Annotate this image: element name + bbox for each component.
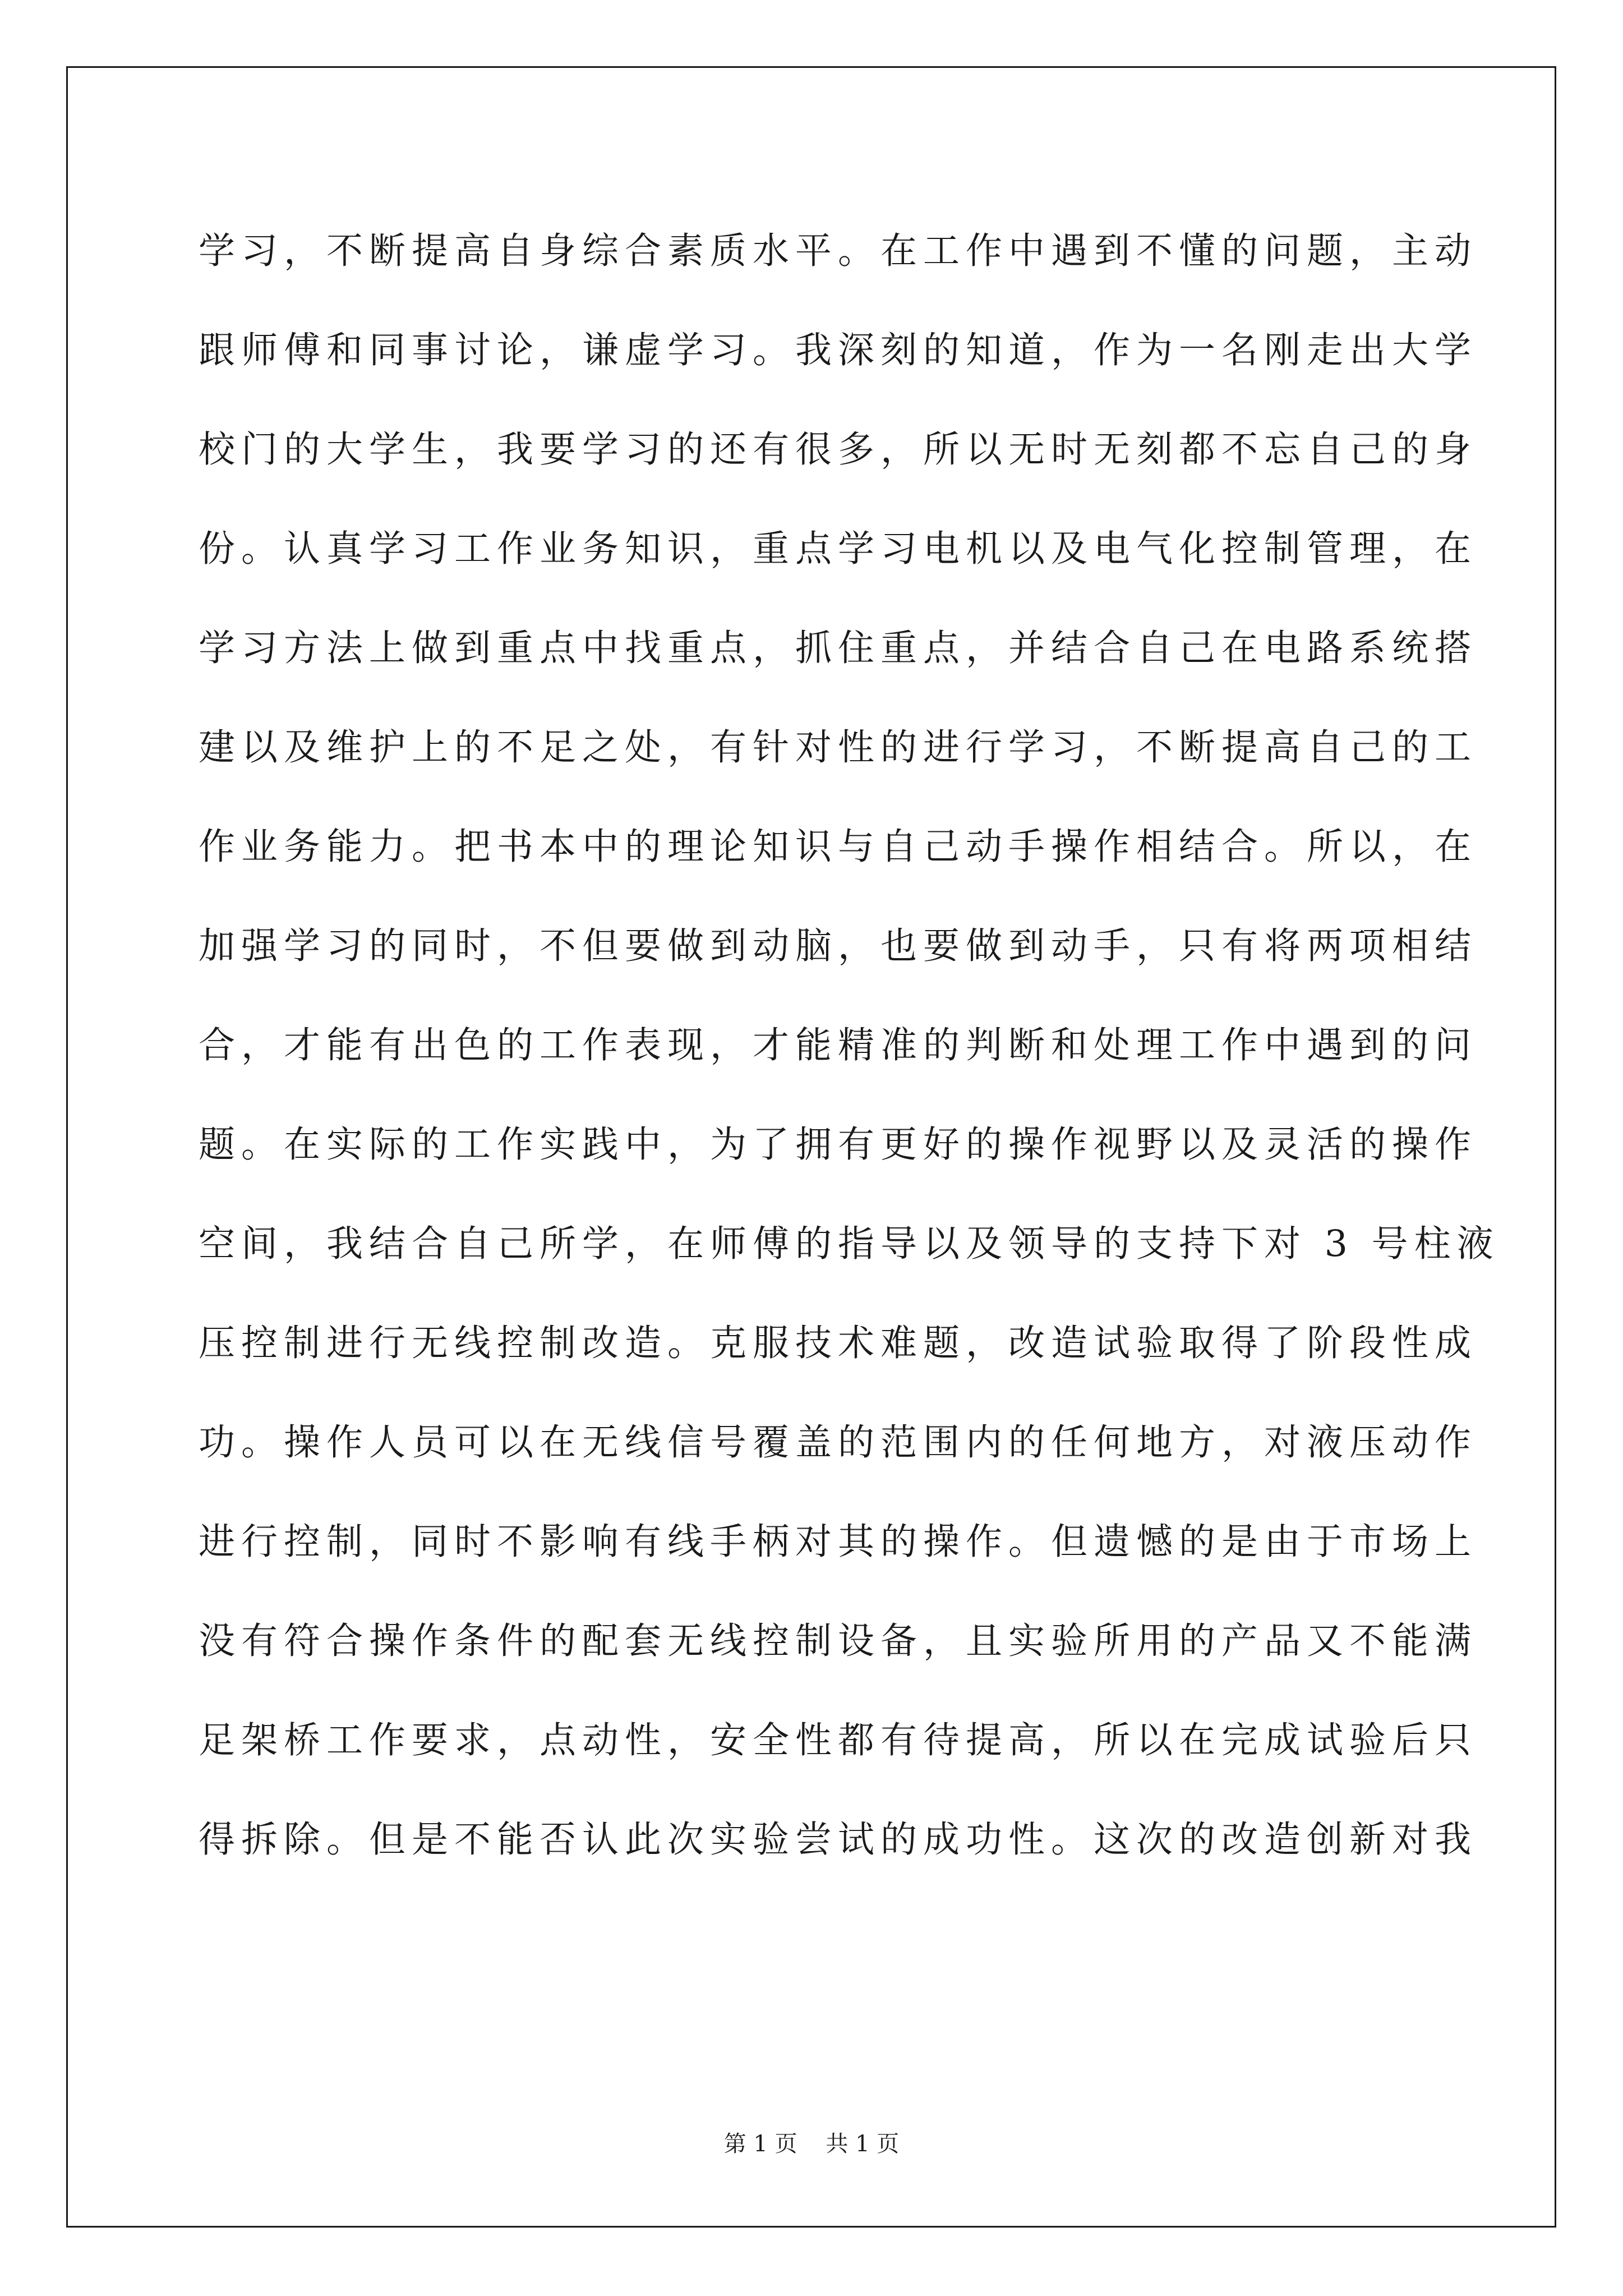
text-line: 学习，不断提高自身综合素质水平。在工作中遇到不懂的问题，主动 [199,230,1478,272]
text-line: 校门的大学生，我要学习的还有很多，所以无时无刻都不忘自己的身 [199,429,1478,471]
text-line: 作业务能力。把书本中的理论知识与自己动手操作相结合。所以，在 [199,826,1478,868]
text-line: 加强学习的同时，不但要做到动脑，也要做到动手，只有将两项相结 [199,925,1478,967]
text-line: 合，才能有出色的工作表现，才能精准的判断和处理工作中遇到的问 [199,1024,1478,1066]
text-line: 题。在实际的工作实践中，为了拥有更好的操作视野以及灵活的操作 [199,1124,1478,1166]
text-line: 份。认真学习工作业务知识，重点学习电机以及电气化控制管理，在 [199,528,1478,570]
text-line: 压控制进行无线控制改造。克服技术难题，改造试验取得了阶段性成 [199,1322,1478,1364]
page-number-footer: 第 1 页 共 1 页 [723,2131,900,2157]
text-line: 功。操作人员可以在无线信号覆盖的范围内的任何地方，对液压动作 [199,1421,1478,1464]
document-body [199,208,1500,1895]
text-line: 得拆除。但是不能否认此次实验尝试的成功性。这次的改造创新对我 [199,1819,1478,1861]
text-line: 跟师傅和同事讨论，谦虚学习。我深刻的知道，作为一名刚走出大学 [199,329,1478,371]
text-line: 没有符合操作条件的配套无线控制设备，且实验所用的产品又不能满 [199,1620,1478,1662]
text-line: 空间，我结合自己所学，在师傅的指导以及领导的支持下对 3 号柱液 [199,1223,1500,1265]
text-line: 建以及维护上的不足之处，有针对性的进行学习，不断提高自己的工 [199,726,1478,769]
text-line: 学习方法上做到重点中找重点，抓住重点，并结合自己在电路系统搭 [199,627,1478,669]
text-line: 进行控制，同时不影响有线手柄对其的操作。但遗憾的是由于市场上 [199,1521,1478,1563]
text-line: 足架桥工作要求，点动性，安全性都有待提高，所以在完成试验后只 [199,1719,1478,1761]
